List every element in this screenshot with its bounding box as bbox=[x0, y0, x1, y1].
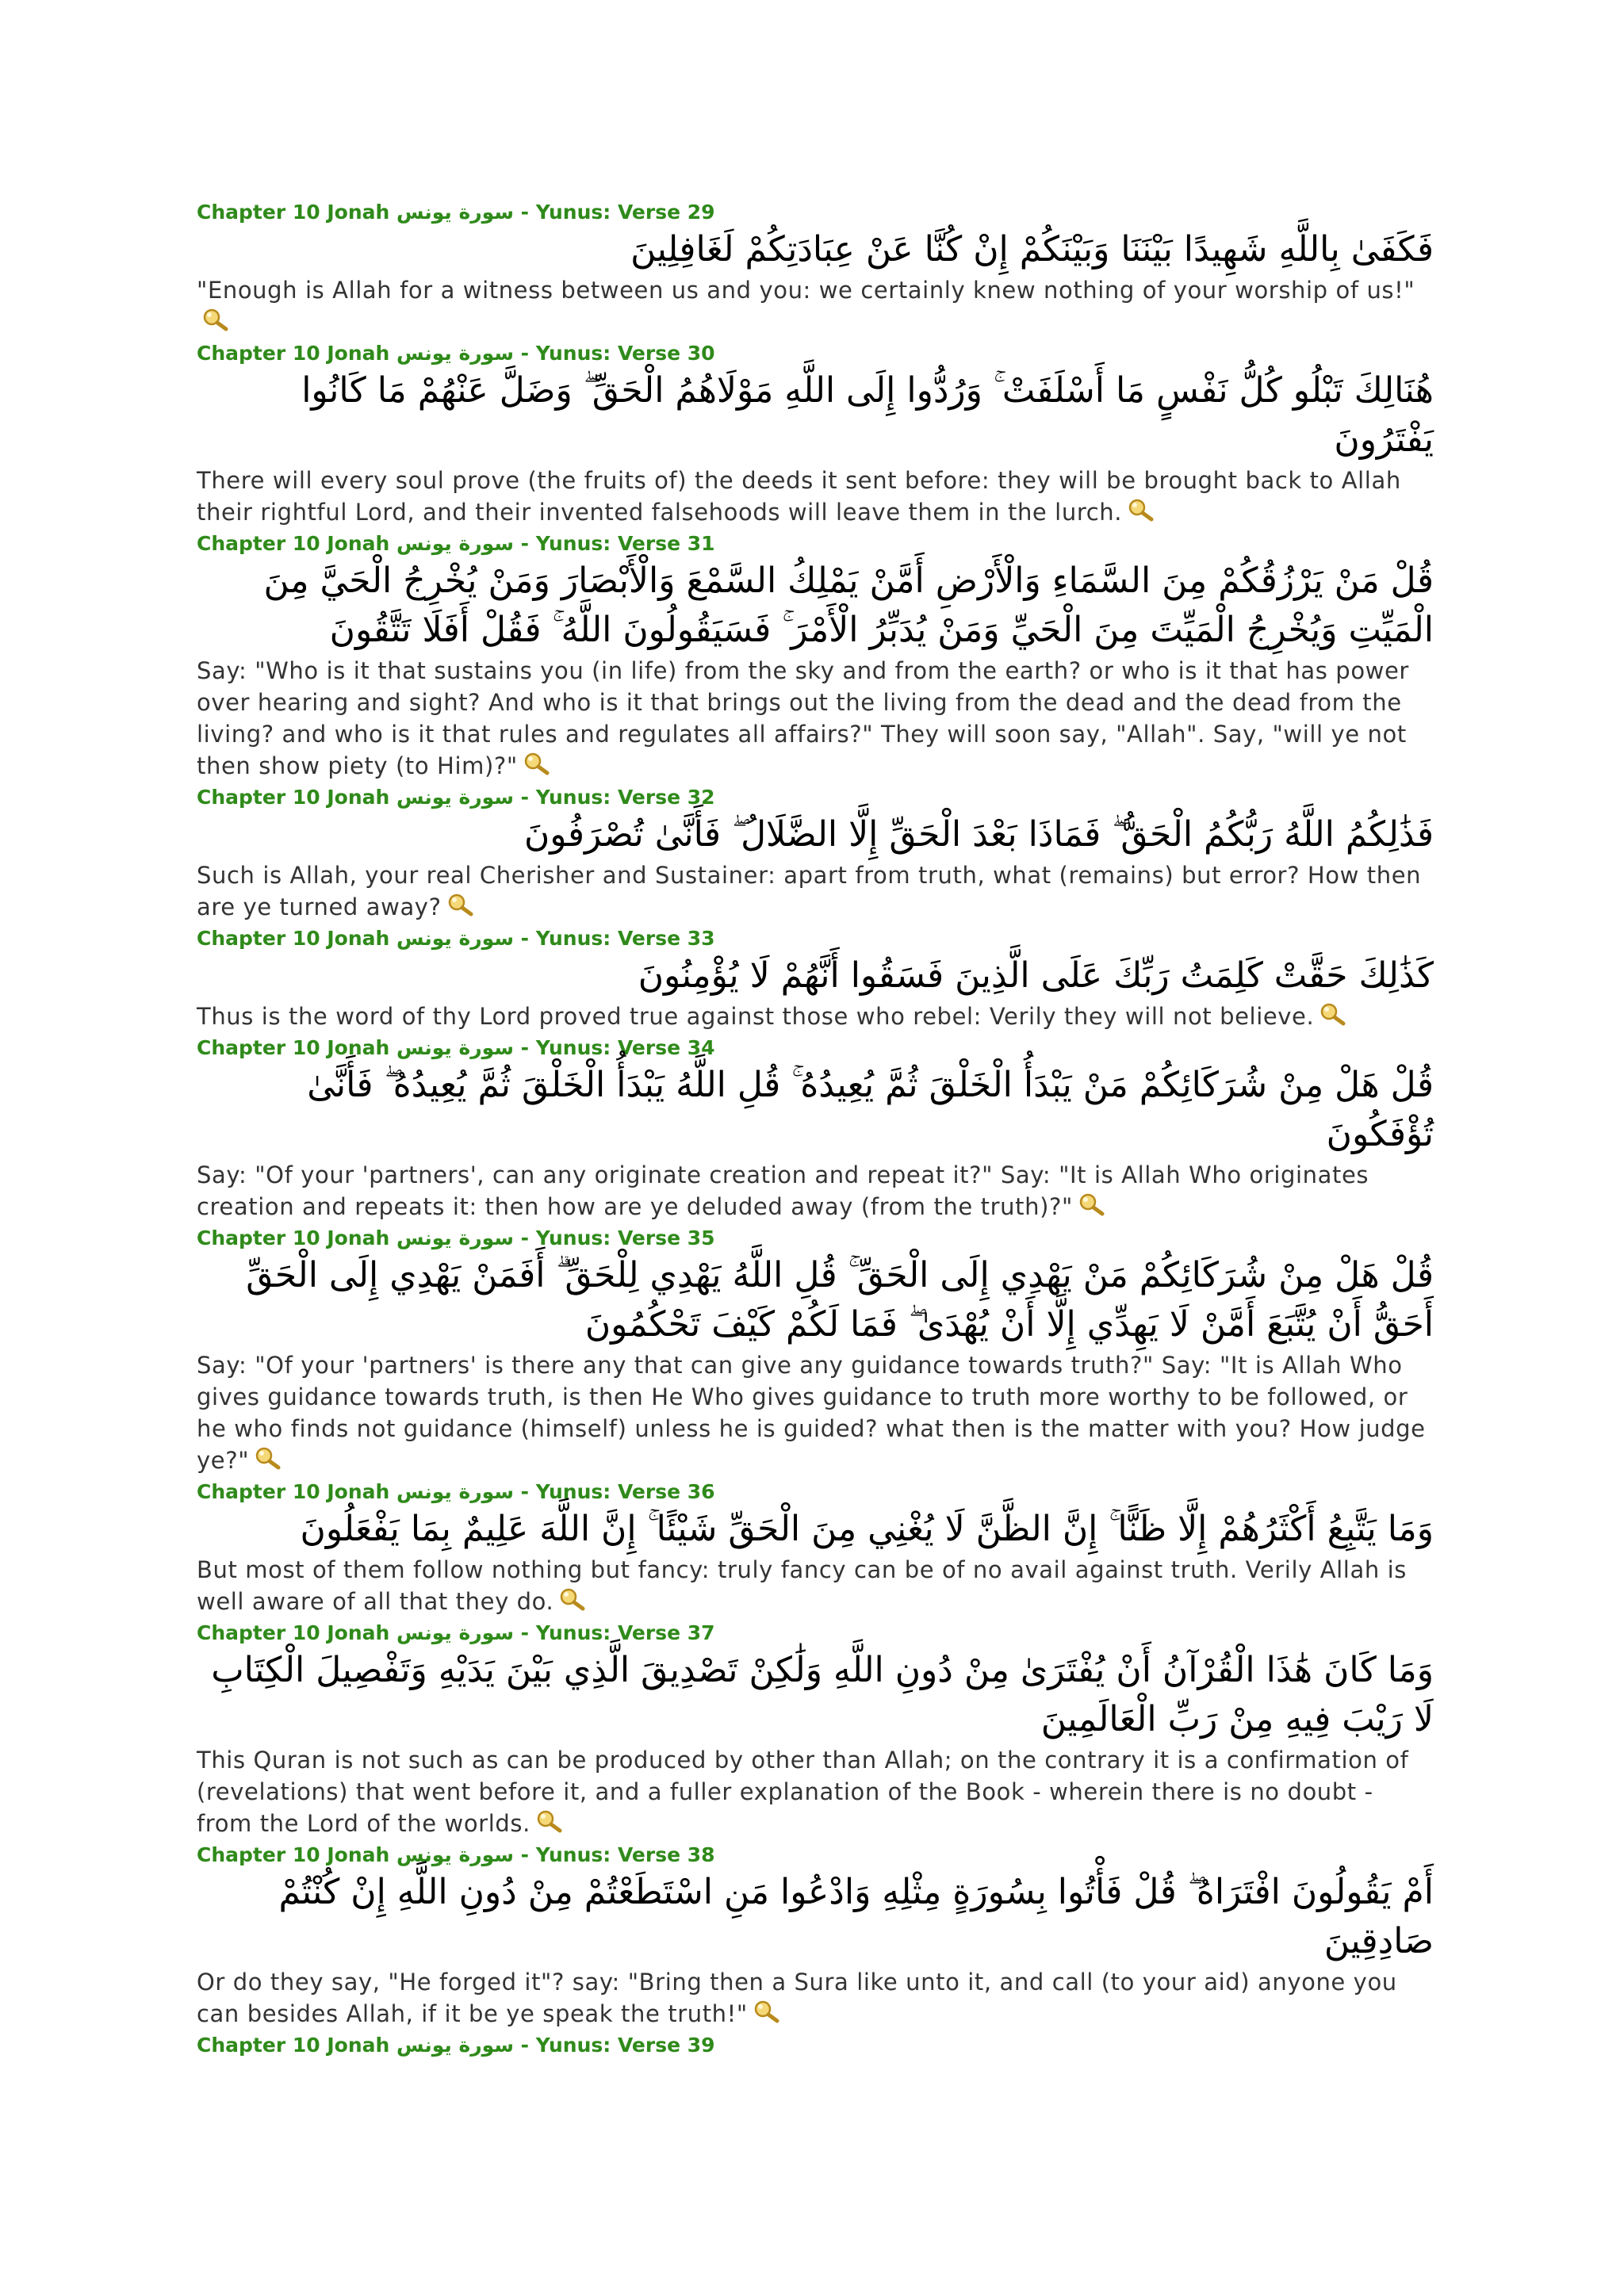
verse-block bbox=[197, 531, 1434, 782]
search-verse-button[interactable] bbox=[753, 1999, 781, 2023]
verse-heading: Chapter 10 Jonah سورة يونس - Yunus: Verse 31 bbox=[197, 532, 715, 555]
search-verse-button[interactable] bbox=[254, 1446, 282, 1470]
search-verse-button[interactable] bbox=[535, 1809, 564, 1833]
verse-translation bbox=[197, 1966, 1434, 2030]
verse-block bbox=[197, 1621, 1434, 1839]
verse-translation bbox=[197, 859, 1434, 923]
search-verse-button[interactable] bbox=[1127, 498, 1155, 522]
magnifying-glass-icon bbox=[1127, 498, 1155, 522]
magnifying-glass-icon bbox=[558, 1587, 587, 1611]
magnifying-glass-icon bbox=[254, 1446, 282, 1470]
verse-block bbox=[197, 1479, 1434, 1617]
verse-translation bbox=[197, 1001, 1434, 1032]
verse-block bbox=[197, 1035, 1434, 1223]
translation-text: This Quran is not such as can be produced by other than Allah; on the contrary it is a confirmation of (revelations) that went before it, and a fuller explanation of the Book - wherein there is no doubt - from the Lord of the worlds. bbox=[197, 1747, 1409, 1837]
verse-block bbox=[197, 1226, 1434, 1476]
search-verse-button[interactable] bbox=[201, 308, 230, 331]
translation-text: There will every soul prove (the fruits of) the deeds it sent before: they will be brought back to Allah their rightful Lord, and their invented falsehoods will leave them in the lurch. bbox=[197, 467, 1401, 526]
search-verse-button[interactable] bbox=[1319, 1002, 1347, 1026]
arabic-verse-text: فَكَفَىٰ بِاللَّهِ شَهِيدًا بَيْنَنَا وَبَيْنَكُمْ إِنْ كُنَّا عَنْ عِبَادَتِكُمْ لَغَافِلِينَ bbox=[630, 229, 1434, 270]
verse-block bbox=[197, 1843, 1434, 2030]
verse-translation bbox=[197, 465, 1434, 528]
search-verse-button[interactable] bbox=[1078, 1192, 1106, 1216]
translation-text: But most of them follow nothing but fancy: truly fancy can be of no avail against truth. Verily Allah is well aware of all that they do. bbox=[197, 1556, 1407, 1615]
magnifying-glass-icon bbox=[446, 893, 475, 916]
verse-translation bbox=[197, 1349, 1434, 1476]
translation-text: Say: "Of your 'partners', can any originate creation and repeat it?" Say: "It is Allah Who originates creation and repeats it: then how are ye deluded away (from the truth)?" bbox=[197, 1161, 1369, 1220]
search-verse-button[interactable] bbox=[446, 893, 475, 916]
verse-block bbox=[197, 785, 1434, 923]
verse-heading: Chapter 10 Jonah سورة يونس - Yunus: Verse 36 bbox=[197, 1480, 715, 1503]
arabic-verse-text: فَذَٰلِكُمُ اللَّهُ رَبُّكُمُ الْحَقُّ ۖ فَمَاذَا بَعْدَ الْحَقِّ إِلَّا الضَّلَالُ ۖ فَأَنَّىٰ تُصْرَفُونَ bbox=[523, 814, 1434, 855]
arabic-verse-text: وَمَا كَانَ هَٰذَا الْقُرْآنُ أَنْ يُفْتَرَىٰ مِنْ دُونِ اللَّهِ وَلَٰكِنْ تَصْدِيقَ الَّذِي بَيْنَ يَدَيْهِ وَتَفْصِيلَ الْكِتَابِ لَا رَيْبَ فِيهِ مِنْ رَبِّ الْعَالَمِينَ bbox=[211, 1650, 1434, 1739]
translation-text: "Enough is Allah for a witness between us and you: we certainly knew nothing of your worship of us!" bbox=[197, 277, 1415, 304]
magnifying-glass-icon bbox=[1078, 1192, 1106, 1216]
magnifying-glass-icon bbox=[535, 1809, 564, 1833]
magnifying-glass-icon bbox=[523, 752, 551, 775]
verse-heading: Chapter 10 Jonah سورة يونس - Yunus: Verse 38 bbox=[197, 1843, 715, 1866]
search-verse-button[interactable] bbox=[558, 1587, 587, 1611]
magnifying-glass-icon bbox=[753, 1999, 781, 2023]
verse-heading: Chapter 10 Jonah سورة يونس - Yunus: Verse 35 bbox=[197, 1226, 715, 1249]
verse-heading: Chapter 10 Jonah سورة يونس - Yunus: Verse 29 bbox=[197, 201, 715, 224]
arabic-verse-text: أَمْ يَقُولُونَ افْتَرَاهُ ۖ قُلْ فَأْتُوا بِسُورَةٍ مِثْلِهِ وَادْعُوا مَنِ اسْتَطَعْتُمْ مِنْ دُونِ اللَّهِ إِنْ كُنْتُمْ صَادِقِينَ bbox=[278, 1872, 1434, 1961]
magnifying-glass-icon bbox=[201, 308, 230, 331]
verse-translation bbox=[197, 1159, 1434, 1223]
magnifying-glass-icon bbox=[1319, 1002, 1347, 1026]
verse-heading: Chapter 10 Jonah سورة يونس - Yunus: Verse 32 bbox=[197, 786, 715, 809]
verse-translation bbox=[197, 274, 1434, 338]
arabic-verse-text: قُلْ هَلْ مِنْ شُرَكَائِكُمْ مَنْ يَهْدِي إِلَى الْحَقِّ ۚ قُلِ اللَّهُ يَهْدِي لِلْحَقِّ ۗ أَفَمَنْ يَهْدِي إِلَى الْحَقِّ أَحَقُّ أَنْ يُتَّبَعَ أَمَّنْ لَا يَهِدِّي إِلَّا أَنْ يُهْدَىٰ ۖ فَمَا لَكُمْ كَيْفَ تَحْكُمُونَ bbox=[246, 1255, 1434, 1345]
verse-heading: Chapter 10 Jonah سورة يونس - Yunus: Verse 34 bbox=[197, 1036, 715, 1059]
translation-text: Or do they say, "He forged it"? say: "Bring then a Sura like unto it, and call (to your aid) anyone you can besides Allah, if it be ye speak the truth!" bbox=[197, 1969, 1397, 2027]
translation-text: Such is Allah, your real Cherisher and Sustainer: apart from truth, what (remains) but error? How then are ye turned away? bbox=[197, 862, 1422, 920]
verse-heading: Chapter 10 Jonah سورة يونس - Yunus: Verse 39 bbox=[197, 2034, 715, 2057]
verse-block bbox=[197, 926, 1434, 1032]
verse-heading: Chapter 10 Jonah سورة يونس - Yunus: Verse 33 bbox=[197, 927, 715, 950]
verse-block bbox=[197, 2033, 1434, 2058]
verse-list bbox=[197, 200, 1434, 2058]
arabic-verse-text: هُنَالِكَ تَبْلُو كُلُّ نَفْسٍ مَا أَسْلَفَتْ ۚ وَرُدُّوا إِلَى اللَّهِ مَوْلَاهُمُ الْحَقِّ ۖ وَضَلَّ عَنْهُمْ مَا كَانُوا يَفْتَرُونَ bbox=[301, 370, 1434, 460]
arabic-verse-text: وَمَا يَتَّبِعُ أَكْثَرُهُمْ إِلَّا ظَنًّا ۚ إِنَّ الظَّنَّ لَا يُغْنِي مِنَ الْحَقِّ شَيْئًا ۚ إِنَّ اللَّهَ عَلِيمٌ بِمَا يَفْعَلُونَ bbox=[300, 1509, 1434, 1549]
arabic-verse-text: قُلْ مَنْ يَرْزُقُكُمْ مِنَ السَّمَاءِ وَالْأَرْضِ أَمَّنْ يَمْلِكُ السَّمْعَ وَالْأَبْصَارَ وَمَنْ يُخْرِجُ الْحَيَّ مِنَ الْمَيِّتِ وَيُخْرِجُ الْمَيِّتَ مِنَ الْحَيِّ وَمَنْ يُدَبِّرُ الْأَمْرَ ۚ فَسَيَقُولُونَ اللَّهُ ۚ فَقُلْ أَفَلَا تَتَّقُونَ bbox=[263, 561, 1434, 650]
verse-translation bbox=[197, 655, 1434, 782]
verse-translation bbox=[197, 1554, 1434, 1617]
arabic-verse-text: قُلْ هَلْ مِنْ شُرَكَائِكُمْ مَنْ يَبْدَأُ الْخَلْقَ ثُمَّ يُعِيدُهُ ۚ قُلِ اللَّهُ يَبْدَأُ الْخَلْقَ ثُمَّ يُعِيدُهُ ۖ فَأَنَّىٰ تُؤْفَكُونَ bbox=[307, 1065, 1434, 1154]
verse-heading: Chapter 10 Jonah سورة يونس - Yunus: Verse 37 bbox=[197, 1621, 715, 1644]
translation-text: Thus is the word of thy Lord proved true against those who rebel: Verily they will not believe. bbox=[197, 1003, 1315, 1030]
arabic-verse-text: كَذَٰلِكَ حَقَّتْ كَلِمَتُ رَبِّكَ عَلَى الَّذِينَ فَسَقُوا أَنَّهُمْ لَا يُؤْمِنُونَ bbox=[638, 955, 1434, 996]
translation-text: Say: "Who is it that sustains you (in life) from the sky and from the earth? or who is it that has power over hearing and sight? And who is it that brings out the living from the dead and the dead from the living? and who is it that rules and regulates all affairs?" They will soon say, "Allah". Say, "will ye not then show piety (to Him)?" bbox=[197, 657, 1409, 779]
verse-block bbox=[197, 200, 1434, 338]
verse-heading: Chapter 10 Jonah سورة يونس - Yunus: Verse 30 bbox=[197, 342, 715, 365]
translation-text: Say: "Of your 'partners' is there any that can give any guidance towards truth?" Say: "It is Allah Who gives guidance towards truth, is then He Who gives guidance to truth more worthy to be followed, or he who finds not guidance (himself) unless he is guided? what then is the matter with you? How judge ye?" bbox=[197, 1352, 1426, 1474]
verse-block bbox=[197, 341, 1434, 528]
search-verse-button[interactable] bbox=[523, 752, 551, 775]
verse-translation bbox=[197, 1744, 1434, 1839]
